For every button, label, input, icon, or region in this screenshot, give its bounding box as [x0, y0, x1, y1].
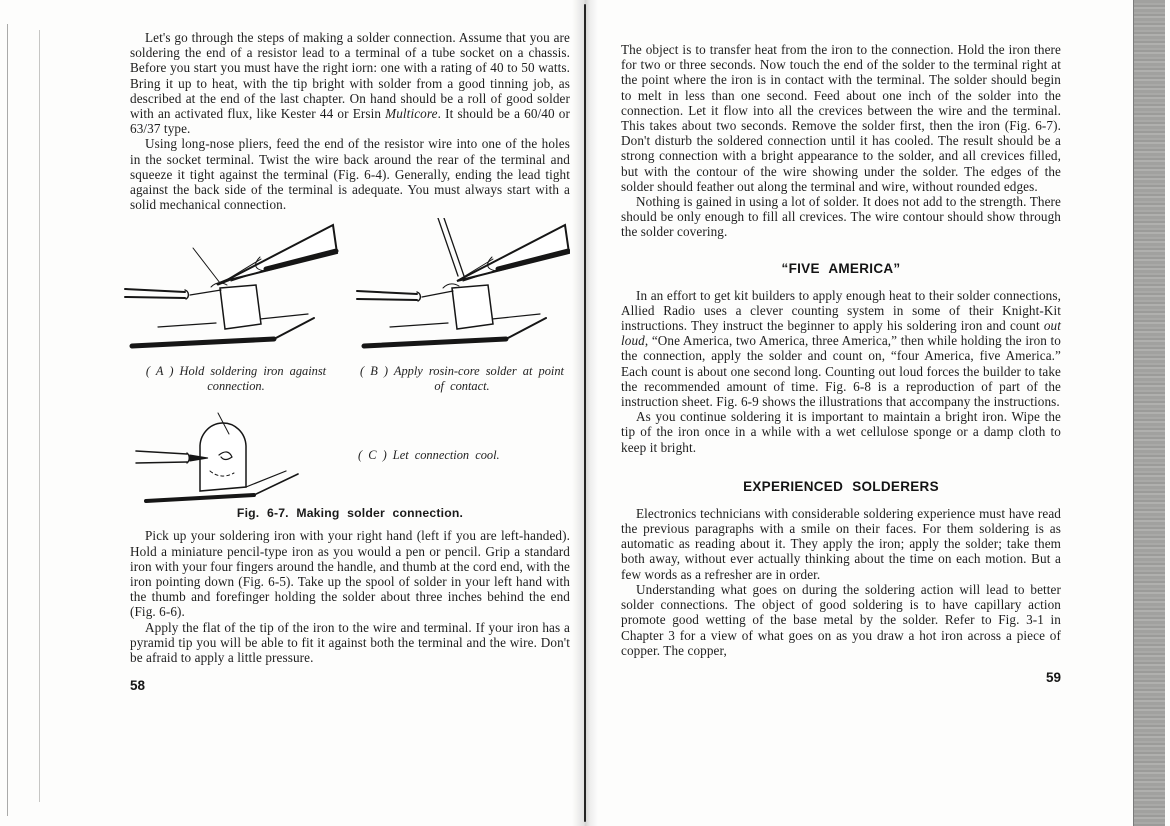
soldering-iron-against-connection-illustration	[124, 220, 340, 360]
paragraph-text: . It should be a 60/40 or 63/37 type.	[130, 106, 570, 137]
paragraph: Electronics technicians with considerable soldering experience must have read the previous paragraphs with a smile on their faces. For them soldering is as automatic as reading about it. They apply the iron; apply the solder; take them both away, without ever actually thinking about the time on each motion. But a few words as a refresher are in order.	[621, 505, 1061, 582]
center-gutter-line	[584, 4, 586, 822]
italic-term: Multicore	[385, 106, 438, 122]
paragraph: Nothing is gained in using a lot of solder. It does not add to the strength. There should be only enough to fill all crevices. The wire contour should show through the solder covering.	[621, 194, 1061, 240]
connection-cooling-illustration	[134, 408, 306, 508]
italic-term: out loud	[621, 318, 1061, 349]
illustration-c-drawing	[134, 408, 306, 508]
right-page-number: 59	[1045, 669, 1061, 685]
paragraph: Understanding what goes on during the soldering action will lead to better solder connections. The object of good soldering is to have capillary action promote good wetting of the base metal by the solder. Refer to Fig. 3-1 in Chapter 3 for a view of what goes on as you draw a hot iron across a piece of copper. The copper,	[621, 581, 1061, 658]
paragraph: The object is to transfer heat from the iron to the connection. Hold the iron there for two or three seconds. Now touch the end of the solder to the terminal right at the point where the iron is in contact with the terminal. The solder should begin to melt in less than one second. Feed about one inch of the solder into the connection. Let it flow into all the crevices between the wire and the terminal. This takes about two seconds. Remove the solder first, then the iron (Fig. 6-7). Don't disturb the soldered connection until it has cooled. The result should be a strong connection with a bright appearance to the solder, and all crevices filled, but with the contour of the wire showing under the solder. The edges of the solder should feather out along the terminal and wire, without rounded edges.	[621, 42, 1061, 194]
paragraph-text: In an effort to get kit builders to apply enough heat to their solder connections, Allied Radio uses a clever counting system in some of their Knight-Kit instructions. They instruct the beginner to apply his soldering iron and count	[621, 287, 1061, 334]
paragraph: Apply the flat of the tip of the iron to the wire and terminal. If your iron has a pyramid tip you will be able to fit it against both the terminal and the wire. Don't be afraid to apply a little pressure.	[130, 619, 570, 666]
left-binding-line	[7, 24, 8, 816]
figure-caption-a: ( A ) Hold soldering iron against connection.	[145, 364, 327, 394]
left-page-number: 58	[130, 678, 146, 694]
figure-caption-c: ( C ) Let connection cool.	[358, 448, 500, 463]
right-page	[621, 42, 1061, 685]
paragraph: Pick up your soldering iron with your right hand (left if you are left-handed). Hold a miniature pencil-type iron as you would a pen or pencil. Grip a standard iron with your four fingers around the handle, and thumb at the cord end, with the iron pointing down (Fig. 6-5). Take up the spool of solder in your left hand with the thumb and forefinger holding the solder about three inches behind the end (Fig. 6-6).	[130, 528, 570, 620]
paragraph-text: , “One America, two America, three America,” then while holding the iron to the connection, apply the solder and count on, “four America, five America.” Each count is about one second long. Counting out loud forces the builder to take the recommended amount of time. Fig. 6-8 is a reproduction of part of the instruction sheet. Fig. 6-9 shows the illustrations that accompany the instructions.	[621, 333, 1061, 410]
section-heading-experienced-solderers: EXPERIENCED SOLDERERS	[743, 478, 939, 494]
left-page-edge-line	[39, 30, 40, 802]
illustration-a-drawing	[124, 220, 340, 360]
apply-solder-illustration	[354, 218, 570, 360]
right-margin	[1165, 0, 1170, 826]
paragraph-text: Let's go through the steps of making a solder connection. Assume that you are soldering the end of a resistor lead to a terminal of a tube socket on a chassis. Before you start you must have the right iorn: one with a rating of 40 to 50 watts. Bring it up to heat, with the tip bright with solder from a good tinning job, as described at the end of the last chapter. On hand should be a roll of good solder with an activated flux, like Kester 44 or Ersin	[130, 30, 570, 122]
figure-6-7	[130, 218, 570, 520]
paragraph: Using long-nose pliers, feed the end of the resistor wire into one of the holes in the socket terminal. Twist the wire back around the rear of the terminal and squeeze it tight against the terminal (Fig. 6-4). Generally, ending the lead tight against the back side of the terminal is adequate. You must always start with a solid mechanical connection.	[130, 136, 570, 213]
section-heading-five-america: “FIVE AMERICA”	[781, 260, 901, 276]
right-page-edge-band	[1133, 0, 1165, 826]
figure-caption-b: ( B ) Apply rosin-core solder at point of contact.	[360, 364, 564, 394]
figure-main-caption: Fig. 6-7. Making solder connection.	[236, 506, 464, 521]
illustration-b-drawing	[354, 218, 570, 360]
paragraph	[621, 288, 1061, 410]
left-page	[130, 30, 570, 693]
paragraph	[130, 30, 570, 136]
paragraph: As you continue soldering it is important to maintain a bright iron. Wipe the tip of the iron once in a while with a wet cellulose sponge or a damp cloth to keep it bright.	[621, 409, 1061, 455]
